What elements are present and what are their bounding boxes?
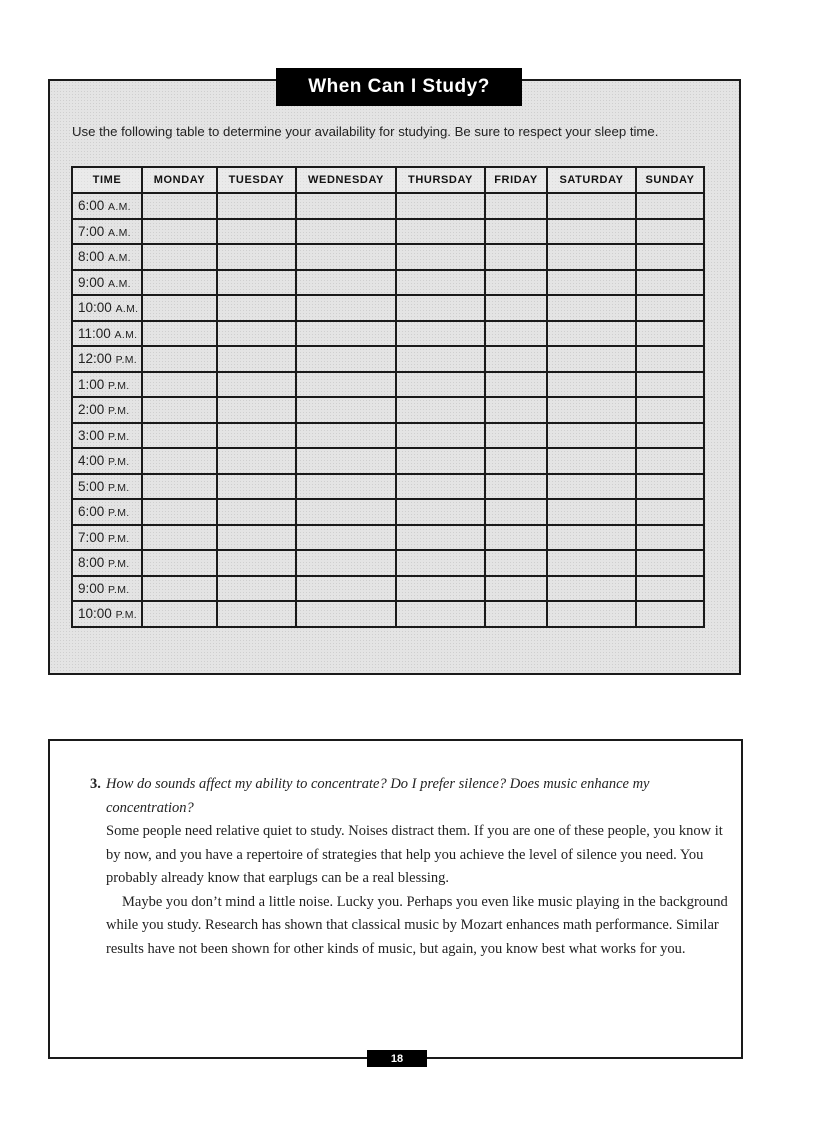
table-row	[72, 346, 704, 372]
availability-cell-sunday[interactable]	[636, 219, 704, 245]
availability-cell-monday[interactable]	[142, 244, 217, 270]
time-value: 5:00	[78, 478, 105, 494]
time-value: 2:00	[78, 402, 105, 418]
table-row	[72, 423, 704, 449]
availability-cell-tuesday[interactable]	[217, 321, 296, 347]
time-value: 12:00	[78, 351, 112, 367]
availability-cell-tuesday[interactable]	[217, 270, 296, 296]
table-row	[72, 525, 704, 551]
table-row	[72, 219, 704, 245]
time-cell	[72, 499, 142, 525]
time-value: 11:00	[78, 325, 111, 341]
availability-cell-saturday[interactable]	[547, 219, 636, 245]
time-value: 9:00	[78, 580, 105, 596]
availability-cell-sunday[interactable]	[636, 397, 704, 423]
availability-cell-thursday[interactable]	[396, 295, 485, 321]
availability-cell-thursday[interactable]	[396, 550, 485, 576]
availability-cell-thursday[interactable]	[396, 397, 485, 423]
time-value: 1:00	[78, 376, 105, 392]
availability-cell-saturday[interactable]	[547, 295, 636, 321]
availability-cell-thursday[interactable]	[396, 423, 485, 449]
study-schedule-table	[71, 166, 705, 628]
time-cell	[72, 219, 142, 245]
time-cell	[72, 550, 142, 576]
availability-cell-saturday[interactable]	[547, 193, 636, 219]
question-prompt: How do sounds affect my ability to concentrate? Do I prefer silence? Does music enhance my concentration?	[106, 776, 650, 816]
availability-cell-friday[interactable]	[485, 295, 547, 321]
availability-cell-tuesday[interactable]	[217, 448, 296, 474]
time-cell	[72, 295, 142, 321]
table-row	[72, 270, 704, 296]
time-period: P.M.	[108, 379, 130, 392]
availability-cell-wednesday[interactable]	[296, 499, 396, 525]
availability-cell-friday[interactable]	[485, 499, 547, 525]
time-value: 9:00	[78, 274, 105, 290]
availability-cell-saturday[interactable]	[547, 321, 636, 347]
availability-cell-thursday[interactable]	[396, 321, 485, 347]
column-header-sunday: SUNDAY	[636, 167, 704, 193]
table-row	[72, 244, 704, 270]
availability-cell-wednesday[interactable]	[296, 448, 396, 474]
availability-cell-saturday[interactable]	[547, 601, 636, 627]
time-period: P.M.	[108, 583, 130, 596]
time-cell	[72, 321, 142, 347]
time-cell	[72, 448, 142, 474]
availability-cell-saturday[interactable]	[547, 270, 636, 296]
time-value: 6:00	[78, 198, 105, 214]
availability-cell-sunday[interactable]	[636, 448, 704, 474]
availability-cell-tuesday[interactable]	[217, 474, 296, 500]
availability-cell-friday[interactable]	[485, 321, 547, 347]
time-cell	[72, 270, 142, 296]
availability-cell-friday[interactable]	[485, 372, 547, 398]
availability-cell-friday[interactable]	[485, 601, 547, 627]
availability-cell-saturday[interactable]	[547, 499, 636, 525]
availability-cell-sunday[interactable]	[636, 499, 704, 525]
availability-cell-sunday[interactable]	[636, 346, 704, 372]
availability-cell-wednesday[interactable]	[296, 601, 396, 627]
availability-cell-wednesday[interactable]	[296, 346, 396, 372]
answer-paragraph: Some people need relative quiet to study. Noises distract them. If you are one of these people, you know it by now, and you have a repertoire of strategies that help you achieve the level of silence you need. You probably already know that earplugs can be a real blessing.	[106, 823, 723, 886]
table-row	[72, 550, 704, 576]
time-cell	[72, 193, 142, 219]
availability-cell-wednesday[interactable]	[296, 295, 396, 321]
availability-cell-monday[interactable]	[142, 270, 217, 296]
time-period: P.M.	[108, 558, 130, 571]
availability-cell-saturday[interactable]	[547, 448, 636, 474]
time-cell	[72, 346, 142, 372]
availability-cell-thursday[interactable]	[396, 448, 485, 474]
time-cell	[72, 474, 142, 500]
availability-cell-saturday[interactable]	[547, 397, 636, 423]
availability-cell-sunday[interactable]	[636, 244, 704, 270]
availability-cell-tuesday[interactable]	[217, 601, 296, 627]
column-header-wednesday: WEDNESDAY	[296, 167, 396, 193]
time-value: 7:00	[78, 529, 105, 545]
availability-cell-monday[interactable]	[142, 576, 217, 602]
time-cell	[72, 525, 142, 551]
availability-cell-sunday[interactable]	[636, 372, 704, 398]
availability-cell-sunday[interactable]	[636, 550, 704, 576]
availability-cell-friday[interactable]	[485, 193, 547, 219]
availability-cell-monday[interactable]	[142, 295, 217, 321]
availability-cell-sunday[interactable]	[636, 295, 704, 321]
table-row	[72, 474, 704, 500]
availability-cell-monday[interactable]	[142, 372, 217, 398]
column-header-thursday: THURSDAY	[396, 167, 485, 193]
column-header-tuesday: TUESDAY	[217, 167, 296, 193]
time-period: P.M.	[108, 532, 130, 545]
time-cell	[72, 372, 142, 398]
availability-cell-tuesday[interactable]	[217, 193, 296, 219]
availability-cell-friday[interactable]	[485, 550, 547, 576]
page-number: 18	[367, 1050, 427, 1067]
availability-cell-friday[interactable]	[485, 448, 547, 474]
availability-cell-wednesday[interactable]	[296, 576, 396, 602]
availability-cell-monday[interactable]	[142, 423, 217, 449]
time-cell	[72, 397, 142, 423]
availability-cell-monday[interactable]	[142, 346, 217, 372]
table-row	[72, 321, 704, 347]
time-period: A.M.	[108, 277, 131, 290]
availability-cell-monday[interactable]	[142, 219, 217, 245]
time-period: A.M.	[108, 252, 131, 265]
availability-cell-sunday[interactable]	[636, 525, 704, 551]
availability-cell-thursday[interactable]	[396, 499, 485, 525]
table-row	[72, 576, 704, 602]
table-row	[72, 499, 704, 525]
availability-cell-tuesday[interactable]	[217, 372, 296, 398]
availability-cell-tuesday[interactable]	[217, 550, 296, 576]
column-header-friday: FRIDAY	[485, 167, 547, 193]
time-period: A.M.	[108, 226, 131, 239]
time-value: 8:00	[78, 555, 105, 571]
table-row	[72, 193, 704, 219]
availability-cell-friday[interactable]	[485, 244, 547, 270]
availability-cell-tuesday[interactable]	[217, 346, 296, 372]
table-header-row	[72, 167, 704, 193]
availability-cell-wednesday[interactable]	[296, 219, 396, 245]
availability-cell-thursday[interactable]	[396, 601, 485, 627]
time-value: 3:00	[78, 427, 105, 443]
availability-cell-monday[interactable]	[142, 193, 217, 219]
availability-cell-sunday[interactable]	[636, 576, 704, 602]
time-period: P.M.	[115, 609, 137, 622]
availability-cell-tuesday[interactable]	[217, 244, 296, 270]
time-period: P.M.	[108, 481, 130, 494]
availability-cell-friday[interactable]	[485, 346, 547, 372]
availability-cell-saturday[interactable]	[547, 576, 636, 602]
availability-cell-monday[interactable]	[142, 550, 217, 576]
availability-cell-tuesday[interactable]	[217, 219, 296, 245]
time-value: 6:00	[78, 504, 105, 520]
availability-cell-thursday[interactable]	[396, 270, 485, 296]
availability-cell-friday[interactable]	[485, 270, 547, 296]
time-period: P.M.	[108, 456, 130, 469]
time-cell	[72, 423, 142, 449]
availability-cell-sunday[interactable]	[636, 270, 704, 296]
question-number: 3.	[90, 776, 101, 792]
availability-cell-wednesday[interactable]	[296, 372, 396, 398]
column-header-saturday: SATURDAY	[547, 167, 636, 193]
time-period: A.M.	[115, 303, 139, 316]
time-cell	[72, 576, 142, 602]
availability-cell-sunday[interactable]	[636, 193, 704, 219]
time-cell	[72, 244, 142, 270]
availability-cell-thursday[interactable]	[396, 346, 485, 372]
availability-cell-monday[interactable]	[142, 397, 217, 423]
availability-cell-thursday[interactable]	[396, 219, 485, 245]
availability-cell-friday[interactable]	[485, 397, 547, 423]
availability-cell-wednesday[interactable]	[296, 397, 396, 423]
availability-cell-tuesday[interactable]	[217, 576, 296, 602]
availability-cell-friday[interactable]	[485, 576, 547, 602]
availability-cell-wednesday[interactable]	[296, 474, 396, 500]
column-header-monday: MONDAY	[142, 167, 217, 193]
time-value: 8:00	[78, 249, 105, 265]
time-period: P.M.	[108, 507, 130, 520]
availability-cell-wednesday[interactable]	[296, 525, 396, 551]
availability-cell-thursday[interactable]	[396, 193, 485, 219]
availability-cell-wednesday[interactable]	[296, 550, 396, 576]
availability-cell-friday[interactable]	[485, 219, 547, 245]
time-value: 10:00	[78, 300, 112, 316]
time-value: 7:00	[78, 223, 105, 239]
availability-cell-tuesday[interactable]	[217, 423, 296, 449]
time-period: A.M.	[114, 328, 138, 341]
availability-cell-friday[interactable]	[485, 525, 547, 551]
table-row	[72, 601, 704, 627]
availability-cell-saturday[interactable]	[547, 244, 636, 270]
availability-cell-monday[interactable]	[142, 321, 217, 347]
availability-cell-sunday[interactable]	[636, 423, 704, 449]
availability-cell-tuesday[interactable]	[217, 499, 296, 525]
availability-cell-saturday[interactable]	[547, 372, 636, 398]
availability-cell-monday[interactable]	[142, 448, 217, 474]
availability-cell-tuesday[interactable]	[217, 525, 296, 551]
availability-cell-thursday[interactable]	[396, 372, 485, 398]
time-value: 10:00	[78, 606, 112, 622]
availability-cell-friday[interactable]	[485, 423, 547, 449]
availability-cell-sunday[interactable]	[636, 321, 704, 347]
availability-cell-wednesday[interactable]	[296, 244, 396, 270]
availability-cell-thursday[interactable]	[396, 576, 485, 602]
answer-paragraph: Maybe you don’t mind a little noise. Lucky you. Perhaps you even like music playing in the background while you study. Research has shown that classical music by Mozart enhances math performance. Similar results have not been shown for other kinds of music, but again, you know best what works for you.	[106, 893, 728, 957]
worksheet-instructions: Use the following table to determine your availability for studying. Be sure to respect your sleep time.	[72, 124, 659, 139]
time-period: A.M.	[108, 201, 131, 214]
availability-cell-sunday[interactable]	[636, 601, 704, 627]
availability-cell-saturday[interactable]	[547, 346, 636, 372]
availability-cell-saturday[interactable]	[547, 423, 636, 449]
table-row	[72, 397, 704, 423]
availability-cell-wednesday[interactable]	[296, 193, 396, 219]
worksheet-title: When Can I Study?	[276, 68, 522, 106]
availability-cell-tuesday[interactable]	[217, 295, 296, 321]
table-row	[72, 448, 704, 474]
availability-cell-saturday[interactable]	[547, 474, 636, 500]
time-period: P.M.	[108, 405, 130, 418]
question-block	[90, 773, 730, 961]
availability-cell-thursday[interactable]	[396, 525, 485, 551]
availability-cell-monday[interactable]	[142, 474, 217, 500]
availability-cell-thursday[interactable]	[396, 474, 485, 500]
table-row	[72, 372, 704, 398]
time-period: P.M.	[115, 354, 137, 367]
time-cell	[72, 601, 142, 627]
availability-cell-monday[interactable]	[142, 601, 217, 627]
column-header-time: TIME	[72, 167, 142, 193]
availability-cell-thursday[interactable]	[396, 244, 485, 270]
availability-cell-wednesday[interactable]	[296, 270, 396, 296]
availability-cell-saturday[interactable]	[547, 550, 636, 576]
availability-cell-friday[interactable]	[485, 474, 547, 500]
availability-cell-monday[interactable]	[142, 499, 217, 525]
table-row	[72, 295, 704, 321]
availability-cell-monday[interactable]	[142, 525, 217, 551]
availability-cell-wednesday[interactable]	[296, 423, 396, 449]
time-period: P.M.	[108, 430, 130, 443]
availability-cell-tuesday[interactable]	[217, 397, 296, 423]
time-value: 4:00	[78, 453, 105, 469]
availability-cell-saturday[interactable]	[547, 525, 636, 551]
availability-cell-wednesday[interactable]	[296, 321, 396, 347]
availability-cell-sunday[interactable]	[636, 474, 704, 500]
